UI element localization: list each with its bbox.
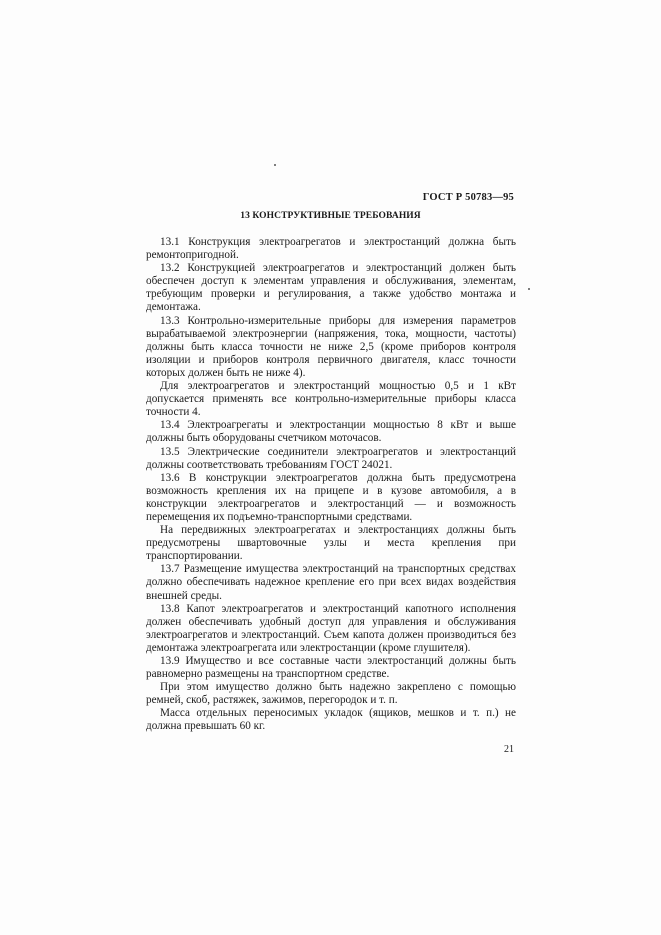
paragraph-13-9-mass: Масса отдельных переносимых укладок (ящиков, мешков и т. п.) не должна превышать 60 кг. [146, 707, 516, 733]
section-title: 13 КОНСТРУКТИВНЫЕ ТРЕБОВАНИЯ [240, 211, 421, 221]
paragraph-13-6: 13.6 В конструкции электроагрегатов должна быть предусмотрена возможность крепления их на прицепе и в кузове автомобиля, а в конструкции электроагрегатов и электростанций — и возможность перемещения их подъемно-транспортными средствами. [146, 471, 516, 523]
paragraph-13-1: 13.1 Конструкция электроагрегатов и электростанций должна быть ремонтопригодной. [146, 236, 516, 262]
standard-code: ГОСТ Р 50783—95 [422, 192, 514, 203]
paragraph-13-9-fastening: При этом имущество должно быть надежно закреплено с помощью ремней, скоб, растяжек, зажимов, перегородок и т. п. [146, 681, 516, 707]
paragraph-13-5: 13.5 Электрические соединители электроагрегатов и электростанций должны соответствовать требованиям ГОСТ 24021. [146, 445, 516, 471]
scan-speck [274, 164, 276, 166]
paragraph-13-3: 13.3 Контрольно-измерительные приборы для измерения параметров вырабатываемой электроэнергии (напряжения, тока, мощности, частоты) должны быть класса точности не ниже 2,5 (кроме приборов контроля изоляции и приборов контроля первичного двигателя, класс точности которых должен быть не ниже 4). [146, 314, 516, 379]
paragraph-13-2: 13.2 Конструкцией электроагрегатов и электростанций должен быть обеспечен доступ к элементам управления и обслуживания, элементам, требующим проверки и регулирования, а также удобство монтажа и демонтажа. [146, 262, 516, 314]
paragraph-13-4: 13.4 Электроагрегаты и электростанции мощностью 8 кВт и выше должны быть оборудованы счетчиком моточасов. [146, 419, 516, 445]
page-number: 21 [504, 744, 514, 755]
body-text [146, 236, 516, 734]
paragraph-13-9: 13.9 Имущество и все составные части электростанций должны быть равномерно размещены на транспортном средстве. [146, 655, 516, 681]
scan-speck [528, 288, 530, 290]
paragraph-13-3-note: Для электроагрегатов и электростанций мощностью 0,5 и 1 кВт допускается применять все контрольно-измерительные приборы класса точности 4. [146, 380, 516, 419]
paragraph-13-6-note: На передвижных электроагрегатах и электростанциях должны быть предусмотрены швартовочные узлы и места крепления при транспортировании. [146, 524, 516, 563]
paragraph-13-7: 13.7 Размещение имущества электростанций на транспортных средствах должно обеспечивать надежное крепление его при всех видах воздействия внешней среды. [146, 563, 516, 602]
paragraph-13-8: 13.8 Капот электроагрегатов и электростанций капотного исполнения должен обеспечивать удобный доступ для управления и обслуживания электроагрегатов и электростанций. Съем капота должен производиться без демонтажа электроагрегата или электростанции (кроме глушителя). [146, 602, 516, 654]
